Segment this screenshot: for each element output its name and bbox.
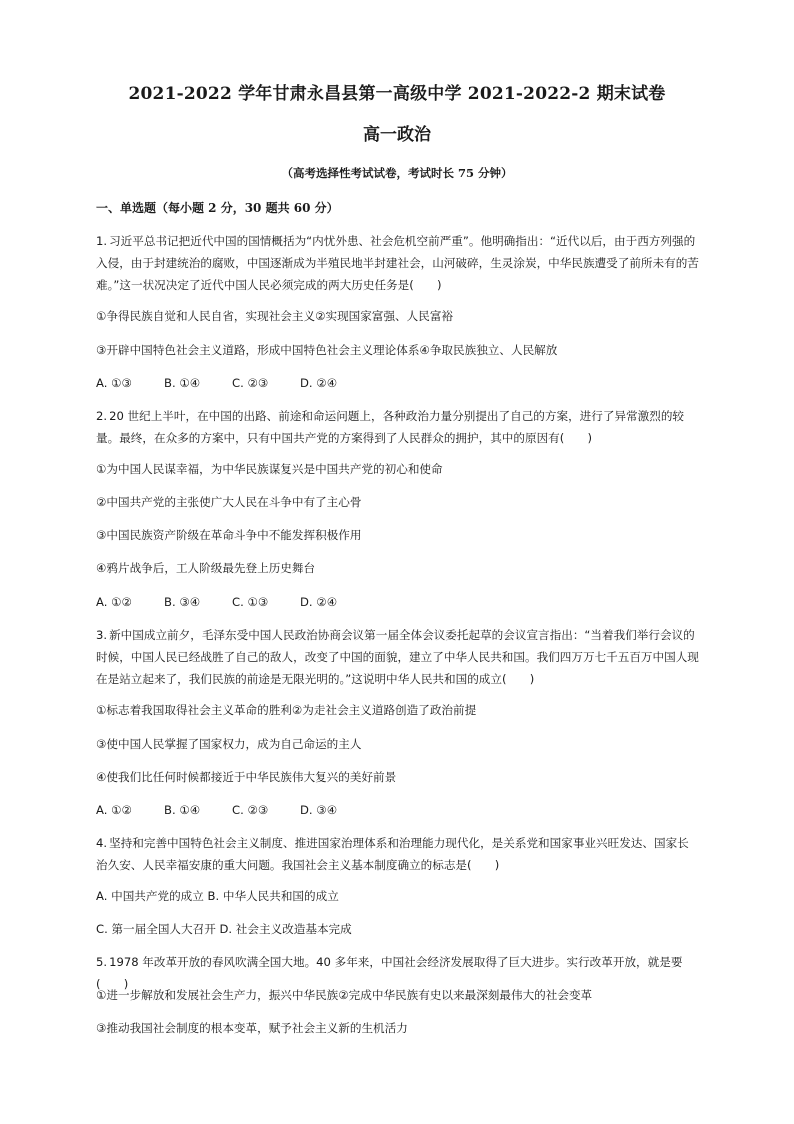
question-3-statement: ③使中国人民掌握了国家权力，成为自己命运的主人 [96,737,362,751]
question-1-statement: ③开辟中国特色社会主义道路，形成中国特色社会主义理论体系④争取民族独立、人民解放 [96,343,558,357]
question-text: 20 世纪上半叶，在中国的出路、前途和命运问题上，各种政治力量分别提出了自己的方案，进行了异常激烈的较量。最终，在众多的方案中，只有中国共产党的方案得到了人民群众的拥护，其中的原因有( ) [96,409,685,445]
question-2-choices [96,594,368,610]
question-text: 新中国成立前夕，毛泽东受中国人民政治协商会议第一届全体会议委托起草的会议宣言指出：“当着我们举行会议的时候，中国人民已经战胜了自己的敌人，改变了中国的面貌，建立了中华人民共和国。我们四万万七千五百万中国人现在是站立起来了，我们民族的前途是无限光明的。”这说明中华人民共和国的成立( ) [96,628,699,686]
question-2-statement: ④鸦片战争后，工人阶级最先登上历史舞台 [96,561,316,575]
exam-subject: 高一政治 [363,125,431,145]
question-2-stem [96,405,700,449]
question-2-statement: ②中国共产党的主张使广大人民在斗争中有了主心骨 [96,495,362,509]
question-1-choices [96,375,368,391]
question-4-option-line: C. 第一届全国人大召开 D. 社会主义改造基本完成 [96,922,352,936]
question-3-statement: ①标志着我国取得社会主义革命的胜利②为走社会主义道路创造了政治前提 [96,703,477,717]
question-number: 3. [96,628,108,642]
choice-a: A. ①② [96,595,132,609]
question-number: 4. [96,836,108,850]
choice-d: D. ②④ [300,595,338,609]
question-number: 5. [96,955,108,969]
choice-d: D. ②④ [300,376,338,390]
choice-b: B. ③④ [164,595,201,609]
question-number: 2. [96,409,108,423]
choice-d: D. ③④ [300,803,338,817]
question-4-stem [96,832,700,876]
question-text: 习近平总书记把近代中国的国情概括为“内忧外患、社会危机空前严重”。他明确指出：“近代以后，由于西方列强的入侵，由于封建统治的腐败，中国逐渐成为半殖民地半封建社会，山河破碎，生灵涂炭，中华民族遭受了前所未有的苦难。”这一状况决定了近代中国人民必须完成的两大历史任务是( ) [96,234,699,292]
section-heading: 一、单选题（每小题 2 分，30 题共 60 分） [96,201,339,215]
question-4-option-line: A. 中国共产党的成立 B. 中华人民共和国的成立 [96,889,339,903]
question-1-statement: ①争得民族自觉和人民自省，实现社会主义②实现国家富强、人民富裕 [96,309,454,323]
exam-title: 2021-2022 学年甘肃永昌县第一高级中学 2021-2022-2 期末试卷 [128,84,666,104]
choice-b: B. ①④ [164,376,201,390]
question-5-statement: ③推动我国社会制度的根本变革，赋予社会主义新的生机活力 [96,1021,408,1035]
question-number: 1. [96,234,108,248]
choice-c: C. ②③ [232,376,269,390]
choice-c: C. ②③ [232,803,269,817]
question-5-statement: ①进一步解放和发展社会生产力，振兴中华民族②完成中华民族有史以来最深刻最伟大的社会变革 [96,988,593,1002]
question-3-stem [96,624,700,690]
question-2-statement: ①为中国人民谋幸福，为中华民族谋复兴是中国共产党的初心和使命 [96,462,443,476]
question-1-stem [96,230,700,296]
exam-note: （高考选择性考试试卷，考试时长 75 分钟） [281,166,513,180]
choice-b: B. ①④ [164,803,201,817]
question-2-statement: ③中国民族资产阶级在革命斗争中不能发挥积极作用 [96,528,362,542]
choice-a: A. ①② [96,803,132,817]
question-3-choices [96,802,368,818]
question-text: 1978 年改革开放的春风吹满全国大地。40 多年来，中国社会经济发展取得了巨大进步。实行改革开放，就是要( ) [96,955,683,991]
choice-c: C. ①③ [232,595,269,609]
question-3-statement: ④使我们比任何时候都接近于中华民族伟大复兴的美好前景 [96,770,397,784]
question-text: 坚持和完善中国特色社会主义制度、推进国家治理体系和治理能力现代化，是关系党和国家事业兴旺发达、国家长治久安、人民幸福安康的重大问题。我国社会主义基本制度确立的标志是( ) [96,836,689,872]
choice-a: A. ①③ [96,376,132,390]
